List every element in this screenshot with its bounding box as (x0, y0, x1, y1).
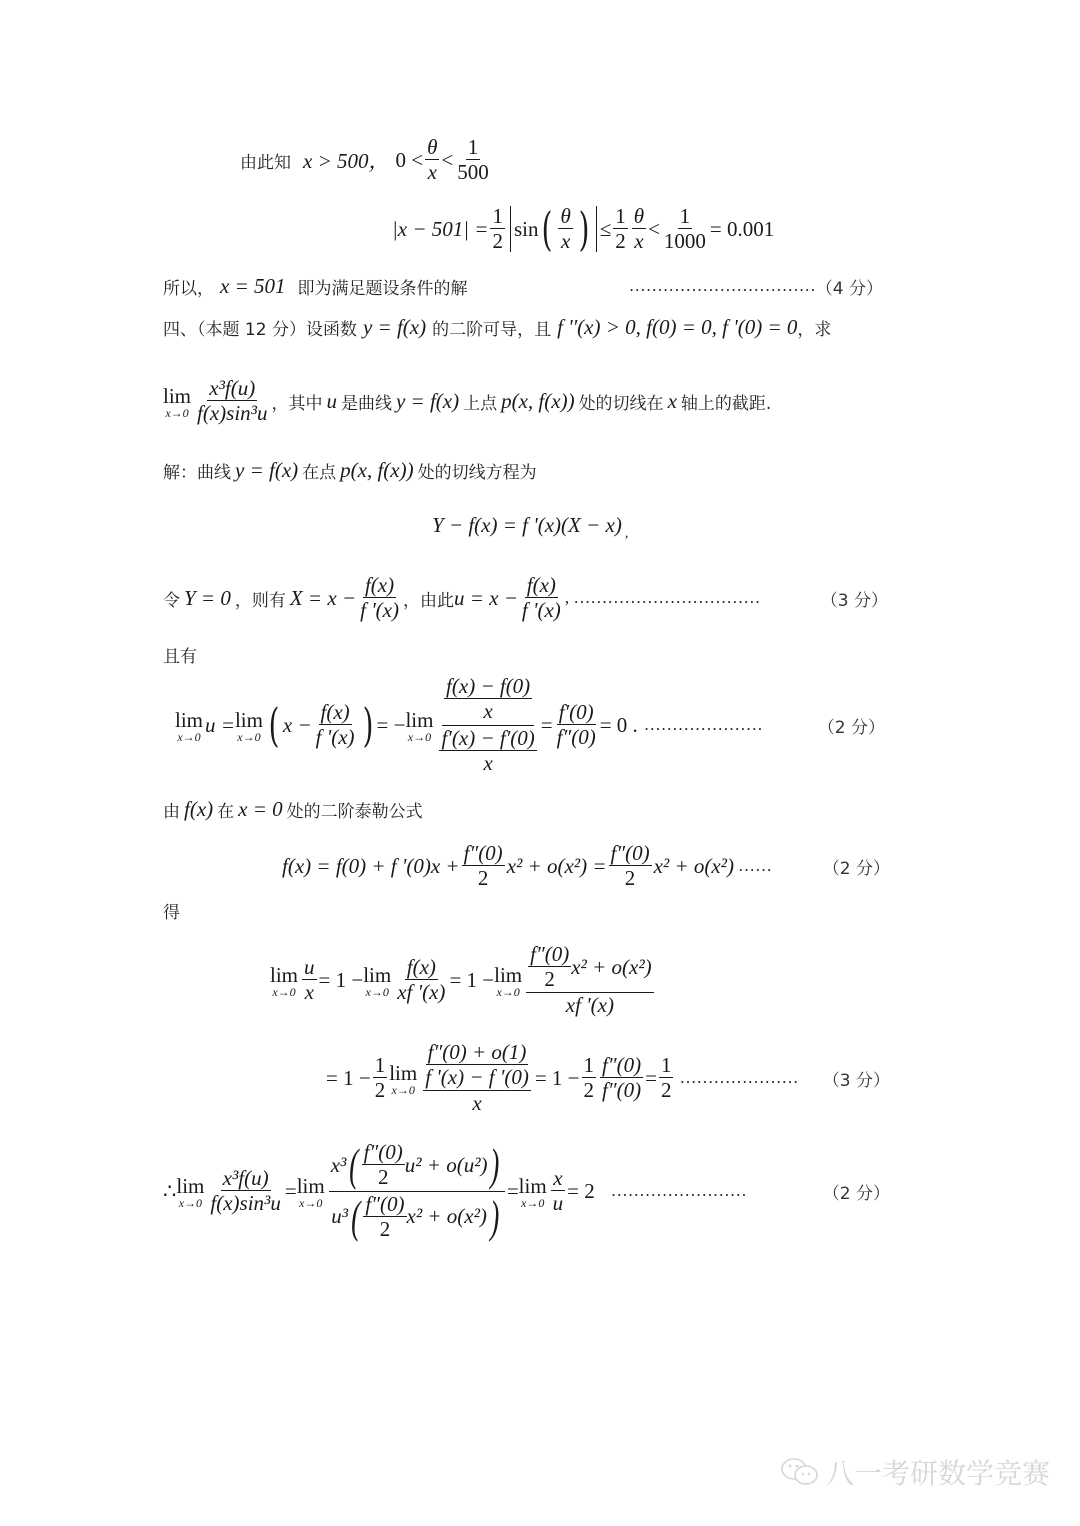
step-taylor-intro (163, 795, 423, 823)
math-point: p(x, f(x)) (501, 388, 575, 413)
frac-fx-fpx-2: $\frac{f(x)}{f '(x)}$ (521, 572, 561, 622)
text-so: 所以， (163, 278, 214, 299)
math-x501: x = 501 (220, 273, 286, 298)
lim-operator: lim x→0 (270, 962, 299, 999)
text-taylor: 处的二阶泰勒公式 (286, 801, 423, 822)
math-x2-end: x² + o(x²) (653, 853, 734, 878)
text-at-point: 在点 (302, 462, 337, 483)
comma: , (624, 526, 629, 541)
frac-fx-xfpx: $\frac{f(x)}{xf '(x)}$ (397, 954, 446, 1004)
frac-fp0-fpp0: $\frac{f'(0)}{f''(0)}$ (556, 699, 596, 749)
line-conclusion (163, 272, 883, 300)
math-x: x (667, 388, 677, 413)
math-result-2: = 2 (567, 1178, 595, 1203)
math-result: = 0.001 (709, 216, 775, 241)
wechat-icon (780, 1456, 820, 1488)
text-point: 上点 (463, 393, 498, 414)
text-then: ，则有 (234, 590, 286, 611)
watermark (780, 1452, 1050, 1492)
frac-u-x: $\frac{u}{x}$ (304, 954, 315, 1004)
math-u-eq: u = (205, 712, 235, 737)
solution-intro (163, 455, 537, 485)
frac-one-500: $\frac{1}{500}$ (457, 134, 489, 184)
math-tangent-eq: Y − f(x) = f '(x)(X − x) (432, 512, 622, 537)
text-at: 在 (217, 801, 235, 822)
lim-ux-line-a (270, 935, 656, 1025)
math-yfx: y = f(x) (235, 457, 299, 482)
frac-half: $\frac{1}{2}$ (374, 1052, 386, 1102)
paren-left: ( (268, 698, 280, 752)
watermark-text: 八一考研数学竞赛 (826, 1457, 1051, 1490)
math-u: u = x − (454, 585, 518, 610)
math-one-minus: = 1 − (449, 967, 495, 992)
frac-fx-fpx: $\frac{f(x)}{f '(x)}$ (315, 699, 355, 749)
line-known-bounds (240, 132, 493, 188)
math-eq: = (284, 1178, 297, 1203)
math-zero: = 0 . (599, 712, 638, 737)
frac-taylor-over-xfpx: $\frac{f''(0)}{2}$ x² + o(x²) xf '(x) (526, 942, 653, 1019)
math-conditions: f ''(x) > 0, f(0) = 0, f '(0) = 0 (557, 314, 798, 339)
frac-f2o1-diffquot: $\frac{f''(0) + o(1)}{\frac{f '(x) - f '(0)}{x}}$ (425, 1040, 529, 1115)
problem-header (163, 312, 831, 342)
therefore-symbol: ∴ (163, 1178, 177, 1203)
frac-half: $\frac{1}{2}$ (583, 1052, 595, 1102)
frac-theta-x: $\frac{\theta}{x}$ (560, 203, 571, 253)
math-point: p(x, f(x)) (340, 457, 414, 482)
frac-f2-f2: $\frac{f''(0)}{f''(0)}$ (602, 1052, 642, 1102)
abs-bar-right (596, 206, 597, 252)
line-error-bound (392, 198, 774, 260)
math-lt: < (648, 216, 660, 241)
score-2: （2 分） (817, 717, 885, 738)
frac-half-2: $\frac{1}{2}$ (615, 203, 626, 253)
lim-operator: lim x→0 (518, 1173, 547, 1210)
text-prefix: 由此知 (240, 152, 291, 173)
tangent-equation (432, 508, 628, 542)
math-taylor-lhs: f(x) = f(0) + f '(0)x + (282, 853, 460, 878)
text-hence: ，由此 (403, 590, 454, 611)
math-eq: = (645, 1065, 657, 1090)
lim-ux-line-b (326, 1033, 890, 1123)
text-tangent-eq: 处的切线方程为 (417, 462, 537, 483)
text-is-curve: 是曲线 (340, 393, 392, 414)
text-let: 令 (163, 590, 180, 611)
frac-target: $\frac{\text{x³f(u)}}{\text{f(x)sin³u}}$ (210, 1165, 281, 1215)
lim-operator: lim x→0 (176, 1173, 205, 1210)
dots-leader: , …………………………… (564, 588, 761, 607)
taylor-expansion (282, 836, 890, 896)
text-solution: 解：曲线 (163, 462, 231, 483)
score-3: （3 分） (822, 1070, 890, 1091)
math-lt: < (441, 147, 454, 172)
dots-leader: ………………… (679, 1068, 799, 1087)
frac-f2-2: $\frac{f''(0)}{2}$ (463, 840, 503, 890)
math-abs-lhs: |x − 501| = (392, 216, 489, 241)
frac-fx-fpx: $\frac{f(x)}{f '(x)}$ (360, 572, 399, 622)
math-x0: x = 0 (238, 796, 283, 821)
dots-leader: ………………… (643, 715, 763, 734)
math-one-minus: = 1 − (326, 1065, 371, 1090)
frac-theta-x: $\frac{\theta}{x}$ (427, 134, 438, 184)
math-le: ≤ (599, 216, 612, 241)
problem-limit-line (163, 368, 771, 434)
final-limit (163, 1135, 890, 1247)
frac-f2-2: $\frac{f''(0)}{2}$ (610, 840, 650, 890)
frac-half-result: $\frac{1}{2}$ (660, 1052, 672, 1102)
dots-leader: …………………… (610, 1181, 747, 1200)
lim-operator: lim x→0 (163, 383, 192, 420)
frac-taylor-ratio: x³ ( $\frac{f''(0)}{2}$ u² + o(u²) ) u³ ( $\frac{f''(0)}{2}$ x² + o(x²) ) (329, 1140, 505, 1242)
math-X: X = x − (289, 585, 357, 610)
frac-theta-x-2: $\frac{\theta}{x}$ (633, 203, 645, 253)
paren-right: ) (578, 202, 590, 256)
frac-one-1000: $\frac{1}{1000}$ (663, 203, 706, 253)
problem-title: 四、（本题 12 分）设函数 (163, 319, 357, 340)
frac-target: $\frac{\text{x³f(u)}}{\text{f(x)sin³u}}$ (197, 375, 268, 425)
paren-right: ) (362, 698, 373, 752)
lim-operator: lim x→0 (405, 707, 434, 744)
score-3: （3 分） (820, 590, 888, 611)
math-ineq: x > 500， (303, 149, 390, 173)
math-u: u (326, 388, 337, 413)
frac-x-u: $\frac{x}{u}$ (552, 1165, 564, 1215)
math-eq: = (506, 1178, 519, 1203)
frac-difference-quotient: $\frac{\frac{f(x) - f(0)}{x}}{\frac{f'(x) - f'(0)}{x}}$ (441, 674, 535, 775)
text-get: 得 (163, 903, 180, 923)
lim-operator: lim x→0 (234, 707, 263, 744)
lim-operator: lim x→0 (494, 962, 523, 999)
lim-operator: lim x→0 (296, 1173, 325, 1210)
dots-leader: …………………………… (628, 276, 816, 295)
math-eq-neg: = − (376, 712, 406, 737)
math-yfx: y = f(x) (395, 388, 460, 413)
lim-operator: lim x→0 (363, 962, 392, 999)
math-x-minus: x − (282, 712, 312, 737)
math-fx: f(x) (184, 796, 214, 821)
lim-operator: lim x→0 (175, 707, 204, 744)
paren-left: ( (542, 202, 553, 256)
step-intercept (163, 568, 888, 628)
score-4: （4 分） (815, 278, 883, 299)
text-solution-tail: 即为满足题设条件的解 (297, 278, 468, 299)
score-2: （2 分） (822, 1183, 890, 1204)
dots-leader: …… (737, 856, 772, 875)
text-by: 由 (163, 801, 180, 822)
lim-operator: lim x→0 (389, 1060, 418, 1097)
text-mid: 的二阶可导，且 (432, 319, 552, 340)
frac-half: $\frac{1}{2}$ (492, 203, 503, 253)
score-2: （2 分） (822, 858, 890, 879)
text-tangent: 处的切线在 (578, 393, 664, 414)
math-zero-lt: 0 < (395, 147, 424, 172)
abs-bar-left (510, 206, 511, 252)
math-x2-term: x² + o(x²) = (506, 853, 607, 878)
math-sin: sin (513, 216, 539, 241)
math-one-minus: = 1 − (318, 967, 364, 992)
math-Y0: Y = 0 (184, 585, 231, 610)
math-yfx: y = f(x) (362, 314, 427, 339)
text-and: 且有 (163, 647, 197, 667)
math-one-minus: = 1 − (534, 1065, 580, 1090)
step-lim-u (175, 670, 885, 780)
text-where: ，其中 (271, 393, 323, 414)
math-eq: = (540, 712, 553, 737)
text-intercept: 轴上的截距. (680, 393, 772, 414)
text-find: ，求 (797, 319, 832, 340)
